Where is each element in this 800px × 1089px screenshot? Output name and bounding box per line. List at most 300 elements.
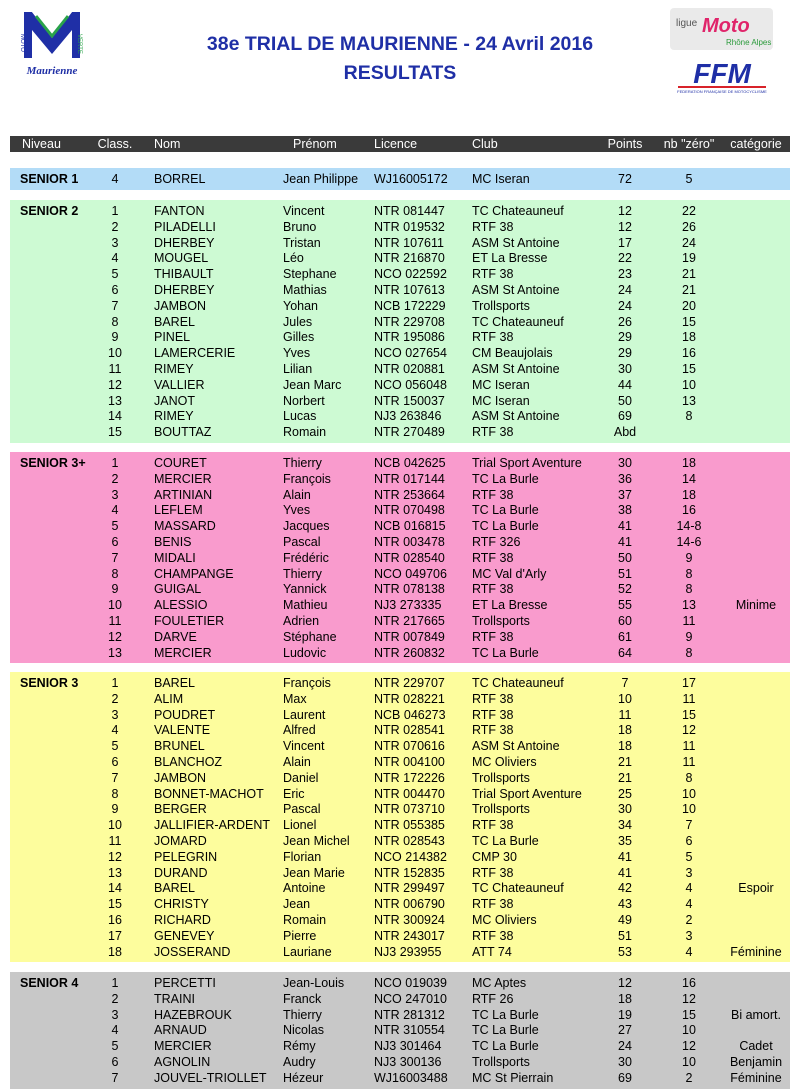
cell-nom: BENIS [154,535,192,549]
cell-categorie [722,235,790,251]
cell-classement: 10 [108,818,122,833]
table-row [10,266,790,282]
cell-classement: 5 [111,519,119,534]
cell-categorie [722,393,790,409]
cell-categorie [722,786,790,802]
table-row [10,203,790,219]
cell-points: 27 [618,1023,632,1038]
cell-club: Trollsports [472,298,530,313]
cell-points: 55 [618,598,632,613]
table-row [10,770,790,786]
cell-prenom: Jean-Louis [283,976,345,990]
table-row [10,487,790,503]
cell-categorie [722,266,790,282]
cell-classement: 1 [111,976,119,990]
cell-licence: NTR 172226 [374,770,445,785]
cell-prenom: François [283,676,331,690]
cell-classement: 5 [111,1039,119,1054]
cell-categorie [722,722,790,738]
cell-points: 25 [618,786,632,801]
table-row [10,1038,790,1054]
cell-categorie [722,329,790,345]
table-row [10,833,790,849]
cell-club: RTF 38 [472,425,514,440]
cell-club: ASM St Antoine [472,409,560,424]
table-row [10,298,790,314]
section-senior-4 [10,972,790,1089]
cell-prenom: Ludovic [283,645,327,660]
cell-licence: NTR 007849 [374,629,445,644]
cell-categorie [722,849,790,865]
table-row [10,219,790,235]
cell-categorie [722,675,790,691]
cell-prenom: Jacques [283,519,330,534]
table-row [10,314,790,330]
cell-classement: 5 [111,267,119,282]
cell-classement: 9 [111,802,119,817]
cell-classement: 5 [111,739,119,754]
cell-nom: DHERBEY [154,283,215,297]
cell-club: RTF 38 [472,487,514,502]
cell-nb-zero: 2 [685,913,693,927]
cell-nb-zero: 10 [682,786,696,801]
cell-points: 42 [618,881,632,896]
cell-nb-zero: 12 [682,1039,696,1054]
cell-categorie [722,219,790,235]
cell-nom: BRUNEL [154,739,205,754]
cell-classement: 15 [108,897,122,912]
cell-club: TC Chateauneuf [472,314,564,329]
cell-points: 51 [618,928,632,943]
cell-points: 17 [618,235,632,250]
cell-nb-zero: 7 [685,818,693,833]
cell-points: 69 [618,1070,632,1085]
cell-prenom: Jean [283,897,311,912]
col-nb-zero: nb "zéro" [663,137,715,151]
cell-prenom: Max [283,691,307,706]
cell-categorie [722,754,790,770]
cell-club: TC La Burle [472,471,539,486]
cell-classement: 7 [111,770,119,785]
cell-prenom: Lionel [283,818,317,833]
cell-classement: 8 [111,314,119,329]
table-row [10,707,790,723]
cell-classement: 2 [111,991,119,1006]
cell-nom: LEFLEM [154,503,203,518]
cell-nb-zero: 16 [682,503,696,518]
cell-licence: NTR 004100 [374,755,445,769]
cell-categorie [722,455,790,471]
cell-points: 21 [618,755,632,769]
cell-nb-zero: 10 [682,802,696,817]
table-row [10,912,790,928]
cell-classement: 18 [108,944,122,959]
cell-club: Trollsports [472,770,530,785]
cell-nom: MERCIER [154,471,212,486]
cell-club: TC La Burle [472,834,539,848]
cell-classement: 6 [111,1055,119,1069]
table-row [10,613,790,629]
cell-club: MC Oliviers [472,913,537,927]
cell-nb-zero: 8 [685,770,693,785]
cell-club: RTF 38 [472,691,514,706]
cell-points: 43 [618,897,632,912]
cell-nom: FANTON [154,204,205,218]
cell-categorie [722,865,790,881]
cell-licence: NTR 253664 [374,487,445,502]
cell-nb-zero: 24 [682,235,696,250]
cell-points: 24 [618,283,632,297]
cell-club: RTF 38 [472,865,514,880]
cell-nom: JOUVEL-TRIOLLET [154,1070,267,1085]
table-row [10,171,790,187]
cell-club: ASM St Antoine [472,362,560,376]
svg-text:MOTO: MOTO [19,34,25,52]
cell-points: 22 [618,251,632,266]
cell-prenom: Audry [283,1055,316,1069]
cell-prenom: Jean Marc [283,377,342,392]
cell-points: 29 [618,330,632,345]
table-row [10,786,790,802]
cell-club: RTF 38 [472,267,514,282]
cell-classement: 14 [108,881,122,896]
cell-nb-zero: 8 [685,645,693,660]
cell-points: 49 [618,913,632,927]
cell-licence: NTR 070616 [374,739,445,754]
cell-nb-zero: 11 [682,755,696,769]
svg-text:FEDERATION FRANÇAISE DE MOTOCY: FEDERATION FRANÇAISE DE MOTOCYCLISME [677,89,767,94]
cell-nb-zero: 3 [685,865,693,880]
cell-categorie [722,171,790,187]
cell-licence: NTR 073710 [374,802,445,817]
cell-nom: BOUTTAZ [154,425,212,440]
cell-categorie [722,250,790,266]
cell-categorie [722,833,790,849]
cell-classement: 3 [111,235,119,250]
cell-club: TC La Burle [472,1023,539,1038]
cell-club: CMP 30 [472,849,517,864]
cell-nom: VALLIER [154,377,205,392]
cell-licence: NTR 229707 [374,676,445,690]
cell-classement: 9 [111,330,119,345]
table-row [10,896,790,912]
cell-categorie [722,975,790,991]
table-row [10,645,790,661]
cell-nom: LAMERCERIE [154,346,236,361]
ffm-logo [672,56,772,94]
cell-licence: WJ16005172 [374,172,448,186]
table-row [10,581,790,597]
svg-text:FFM: FFM [693,58,751,89]
cell-categorie [722,738,790,754]
cell-prenom: Lauriane [283,944,332,959]
cell-club: RTF 26 [472,991,514,1006]
cell-nom: ARTINIAN [154,487,213,502]
table-row [10,722,790,738]
cell-classement: 2 [111,471,119,486]
cell-classement: 3 [111,1007,119,1022]
cell-club: TC La Burle [472,519,539,534]
cell-prenom: Laurent [283,707,326,722]
cell-nb-zero: 21 [682,283,696,297]
cell-points: 24 [618,298,632,313]
cell-points: 51 [618,566,632,581]
cell-prenom: Jean Philippe [283,172,359,186]
section-senior-1 [10,168,790,190]
cell-prenom: Yannick [283,582,327,597]
cell-nom: RIMEY [154,362,194,376]
cell-licence: NTR 243017 [374,928,445,943]
cell-prenom: Daniel [283,770,319,785]
cell-points: 18 [618,739,632,754]
col-categorie: catégorie [730,137,782,151]
cell-licence: NTR 004470 [374,786,445,801]
cell-club: CM Beaujolais [472,346,553,361]
cell-prenom: Jean Marie [283,865,345,880]
cell-points: 41 [618,535,632,549]
cell-nom: BONNET-MACHOT [154,786,264,801]
cell-club: TC La Burle [472,1039,539,1054]
cell-prenom: Pascal [283,802,321,817]
table-row [10,393,790,409]
cell-categorie [722,801,790,817]
cell-classement: 1 [111,676,119,690]
cell-categorie: Benjamin [729,1055,783,1069]
col-nom: Nom [154,137,181,151]
cell-categorie [722,629,790,645]
cell-licence: NTR 070498 [374,503,445,518]
cell-points: 26 [618,314,632,329]
cell-prenom: Hézeur [283,1070,324,1085]
cell-classement: 12 [108,629,122,644]
cell-nb-zero: 14-6 [676,535,702,549]
cell-club: MC Iseran [472,172,530,186]
cell-licence: NJ3 301464 [374,1039,442,1054]
cell-nb-zero: 14 [682,471,696,486]
cell-categorie: Cadet [739,1039,773,1054]
cell-licence: NJ3 300136 [374,1055,442,1069]
cell-nom: PINEL [154,330,191,345]
cell-nb-zero: 18 [682,330,696,345]
cell-classement: 6 [111,283,119,297]
cell-categorie [722,566,790,582]
cell-classement: 10 [108,598,122,613]
cell-nb-zero: 18 [682,456,696,470]
cell-prenom: Vincent [283,204,325,218]
ligue-moto-logo [670,8,773,50]
cell-nom: MASSARD [154,519,216,534]
cell-categorie [722,613,790,629]
cell-categorie [722,203,790,219]
cell-nb-zero: 26 [682,219,696,234]
cell-classement: 16 [108,913,122,927]
cell-licence: NTR 028543 [374,834,445,848]
cell-club: MC Aptes [472,976,527,990]
cell-categorie [722,770,790,786]
cell-prenom: Lilian [283,362,313,376]
cell-nom: DARVE [154,629,197,644]
cell-categorie: Espoir [738,881,774,896]
cell-nb-zero: 16 [682,346,696,361]
cell-nb-zero: 9 [685,550,693,565]
cell-club: Trollsports [472,614,530,628]
cell-nom: CHAMPANGE [154,566,234,581]
cell-nom: TRAINI [154,991,195,1006]
cell-classement: 11 [108,362,122,376]
cell-club: RTF 38 [472,818,514,833]
table-row [10,801,790,817]
cell-prenom: Stéphane [283,629,337,644]
cell-nom: VALENTE [154,723,211,738]
cell-classement: 3 [111,487,119,502]
cell-nb-zero: 16 [682,976,696,990]
cell-licence: NTR 300924 [374,913,445,927]
cell-categorie [722,550,790,566]
cell-nom: BAREL [154,676,195,690]
cell-classement: 6 [111,755,119,769]
table-header [10,136,790,152]
table-row [10,991,790,1007]
table-row [10,518,790,534]
table-row [10,282,790,298]
cell-prenom: Eric [283,786,305,801]
cell-categorie [722,408,790,424]
cell-nom: GUIGAL [154,582,202,597]
cell-classement: 13 [108,393,122,408]
cell-licence: NTR 020881 [374,362,445,376]
cell-points: 44 [618,377,632,392]
cell-categorie [722,534,790,550]
cell-points: 35 [618,834,632,848]
cell-nb-zero: 2 [685,1070,693,1085]
cell-licence: NTR 152835 [374,865,445,880]
cell-club: MC Val d'Arly [472,566,547,581]
cell-club: MC Oliviers [472,755,537,769]
cell-licence: NTR 028540 [374,550,445,565]
cell-club: MC Iseran [472,377,530,392]
svg-text:Rhône Alpes: Rhône Alpes [726,38,772,47]
cell-nb-zero: 22 [682,204,696,218]
cell-classement: 3 [111,707,119,722]
cell-licence: NJ3 293955 [374,944,442,959]
cell-classement: 13 [108,645,122,660]
cell-points: 64 [618,645,632,660]
cell-classement: 8 [111,786,119,801]
cell-licence: NCO 056048 [374,377,447,392]
cell-points: 30 [618,802,632,817]
cell-classement: 2 [111,219,119,234]
cell-nom: BERGER [154,802,207,817]
table-row [10,424,790,440]
cell-nb-zero: 12 [682,991,696,1006]
cell-classement: 10 [108,346,122,361]
cell-classement: 7 [111,298,119,313]
cell-club: Trial Sport Aventure [472,456,582,470]
niveau-label: SENIOR 2 [20,204,79,218]
table-row [10,738,790,754]
cell-club: RTF 38 [472,629,514,644]
cell-prenom: Thierry [283,456,322,470]
cell-nom: BAREL [154,881,195,896]
cell-licence: NCO 049706 [374,566,447,581]
cell-points: 23 [618,267,632,282]
cell-prenom: Mathias [283,283,327,297]
cell-prenom: Alfred [283,723,316,738]
cell-classement: 11 [108,834,122,848]
cell-licence: NTR 216870 [374,251,445,266]
table-row [10,1054,790,1070]
cell-nom: JOSSERAND [154,944,231,959]
cell-nb-zero: 15 [682,1007,696,1022]
cell-nb-zero: 8 [685,409,693,424]
cell-club: RTF 38 [472,219,514,234]
cell-prenom: Jean Michel [283,834,350,848]
cell-categorie [722,487,790,503]
cell-club: RTF 38 [472,582,514,597]
cell-licence: NTR 310554 [374,1023,445,1038]
table-row [10,817,790,833]
cell-nom: MIDALI [154,550,196,565]
cell-club: MC Iseran [472,393,530,408]
cell-nom: DURAND [154,865,208,880]
cell-prenom: Florian [283,849,322,864]
cell-nom: AGNOLIN [154,1055,211,1069]
cell-licence: NTR 078138 [374,582,445,597]
cell-club: RTF 38 [472,707,514,722]
niveau-label: SENIOR 3 [20,676,79,690]
cell-licence: NCB 172229 [374,298,446,313]
cell-nb-zero: 4 [685,881,693,896]
cell-prenom: Bruno [283,219,317,234]
cell-categorie [722,928,790,944]
cell-points: 11 [618,707,632,722]
cell-classement: 17 [108,928,122,943]
cell-club: TC Chateauneuf [472,676,564,690]
table-row [10,471,790,487]
table-row [10,849,790,865]
cell-points: 36 [618,471,632,486]
cell-club: RTF 326 [472,535,521,549]
cell-prenom: Thierry [283,566,322,581]
cell-nb-zero: 10 [682,377,696,392]
table-row [10,235,790,251]
cell-points: 69 [618,409,632,424]
cell-points: 12 [618,204,632,218]
cell-points: 10 [618,691,632,706]
svg-text:Moto: Moto [702,15,750,37]
cell-club: ASM St Antoine [472,235,560,250]
cell-nb-zero: 20 [682,298,696,313]
cell-prenom: Thierry [283,1007,322,1022]
section-senior-3plus [10,452,790,663]
cell-categorie: Bi amort. [730,1007,781,1022]
cell-nb-zero [658,424,720,440]
col-niveau: Niveau [22,137,61,151]
cell-categorie [722,645,790,661]
table-row [10,629,790,645]
cell-licence: NTR 107613 [374,283,445,297]
section-senior-3 [10,672,790,962]
table-row [10,865,790,881]
cell-categorie [722,471,790,487]
cell-prenom: Yves [283,503,311,518]
cell-prenom: Tristan [283,235,321,250]
cell-nb-zero: 5 [685,172,693,186]
cell-licence: NTR 107611 [374,235,444,250]
col-prenom: Prénom [293,137,337,151]
table-row [10,754,790,770]
cell-licence: NTR 299497 [374,881,445,896]
